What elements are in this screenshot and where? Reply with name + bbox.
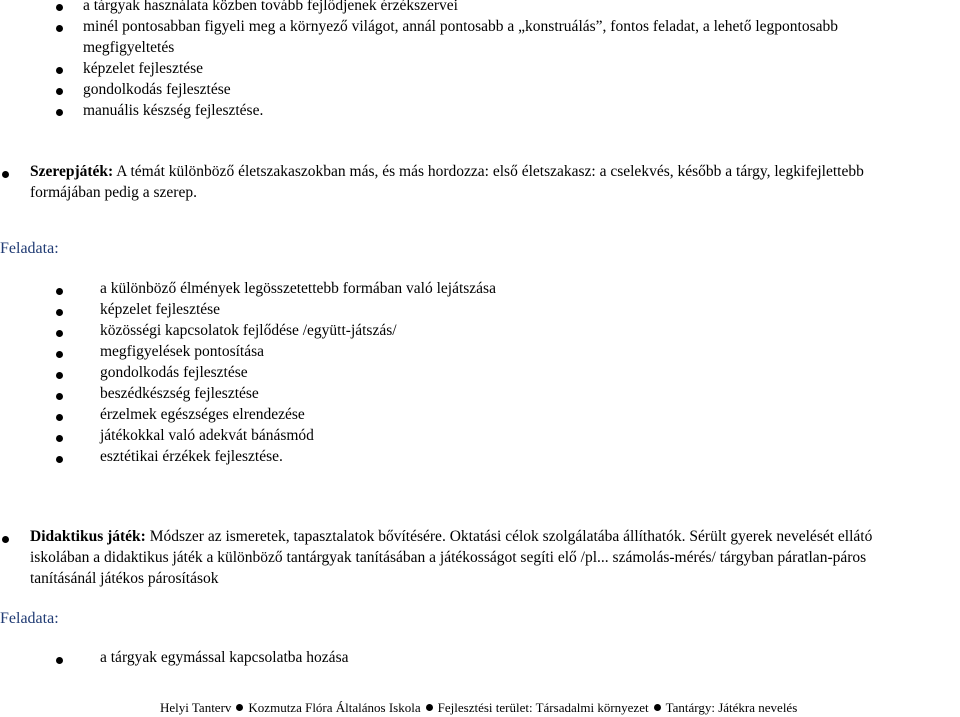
bullet-icon	[56, 288, 63, 295]
didaktikus-text-1: Módszer az ismeretek, tapasztalatok bővítésére. Oktatási célok szolgálatába állíthatók. Sérült gyerek nevelését ellátó	[145, 528, 873, 545]
list-item: a tárgyak használata közben tovább fejlődjenek érzékszervei	[83, 0, 458, 14]
didaktikus-line-2: iskolában a didaktikus játék a különböző tantárgyak tanításában a játékosságot segíti elő /pl... számolás-mérés/ tárgyban páratlan-páros	[30, 549, 867, 566]
list-item: gondolkodás fejlesztése	[100, 364, 248, 381]
didaktikus-line-3: tanításánál játékos párosítások	[30, 570, 219, 587]
bullet-icon	[236, 704, 243, 711]
bullet-icon	[56, 393, 63, 400]
bullet-icon	[426, 704, 433, 711]
bullet-icon	[56, 414, 63, 421]
bullet-icon	[56, 657, 63, 664]
bullet-icon	[2, 171, 9, 178]
szerepjatek-text-1: A témát különböző életszakaszokban más, és más hordozza: első életszakasz: a cselekvés, később a tárgy, legkifejlettebb	[113, 163, 864, 180]
list-item: beszédkészség fejlesztése	[100, 385, 259, 402]
list-item: esztétikai érzékek fejlesztése.	[100, 448, 283, 465]
bullet-icon	[56, 435, 63, 442]
szerepjatek-line-2: formájában pedig a szerep.	[30, 184, 197, 201]
list-item-continuation: megfigyeltetés	[83, 39, 175, 56]
bullet-icon	[56, 88, 63, 95]
list-item: a különböző élmények legösszetettebb formában való lejátszása	[100, 280, 496, 297]
bullet-icon	[56, 109, 63, 116]
bullet-icon	[56, 330, 63, 337]
bullet-icon	[56, 25, 63, 32]
bullet-icon	[2, 536, 9, 543]
bullet-icon	[56, 67, 63, 74]
footer-part: Fejlesztési terület: Társadalmi környezet	[437, 700, 649, 715]
section-heading: Feladata:	[0, 240, 59, 257]
bullet-icon	[56, 4, 63, 11]
list-item: minél pontosabban figyeli meg a környező világot, annál pontosabb a „konstruálás”, fontos feladat, a lehető legpontosabb	[83, 18, 838, 35]
didaktikus-line-1	[30, 527, 872, 547]
list-item: érzelmek egészséges elrendezése	[100, 406, 305, 423]
list-item: megfigyelések pontosítása	[100, 343, 264, 360]
list-item: játékokkal való adekvát bánásmód	[100, 427, 314, 444]
list-item: képzelet fejlesztése	[83, 60, 204, 77]
bullet-icon	[654, 704, 661, 711]
list-item: közösségi kapcsolatok fejlődése /együtt-játszás/	[100, 322, 397, 339]
footer-part: Kozmutza Flóra Általános Iskola	[248, 700, 421, 715]
bullet-icon	[56, 309, 63, 316]
szerepjatek-line-1	[30, 162, 864, 182]
footer-part: Tantárgy: Játékra nevelés	[665, 700, 798, 715]
list-item: a tárgyak egymással kapcsolatba hozása	[100, 649, 349, 666]
footer-part: Helyi Tanterv	[160, 700, 232, 715]
bullet-icon	[56, 372, 63, 379]
szerepjatek-label: Szerepjáték:	[30, 163, 114, 180]
list-item: manuális készség fejlesztése.	[83, 102, 264, 119]
didaktikus-label: Didaktikus játék:	[30, 528, 146, 545]
list-item: képzelet fejlesztése	[100, 301, 221, 318]
bullet-icon	[56, 456, 63, 463]
page-footer	[160, 700, 797, 716]
section-heading: Feladata:	[0, 610, 59, 627]
bullet-icon	[56, 351, 63, 358]
list-item: gondolkodás fejlesztése	[83, 81, 231, 98]
